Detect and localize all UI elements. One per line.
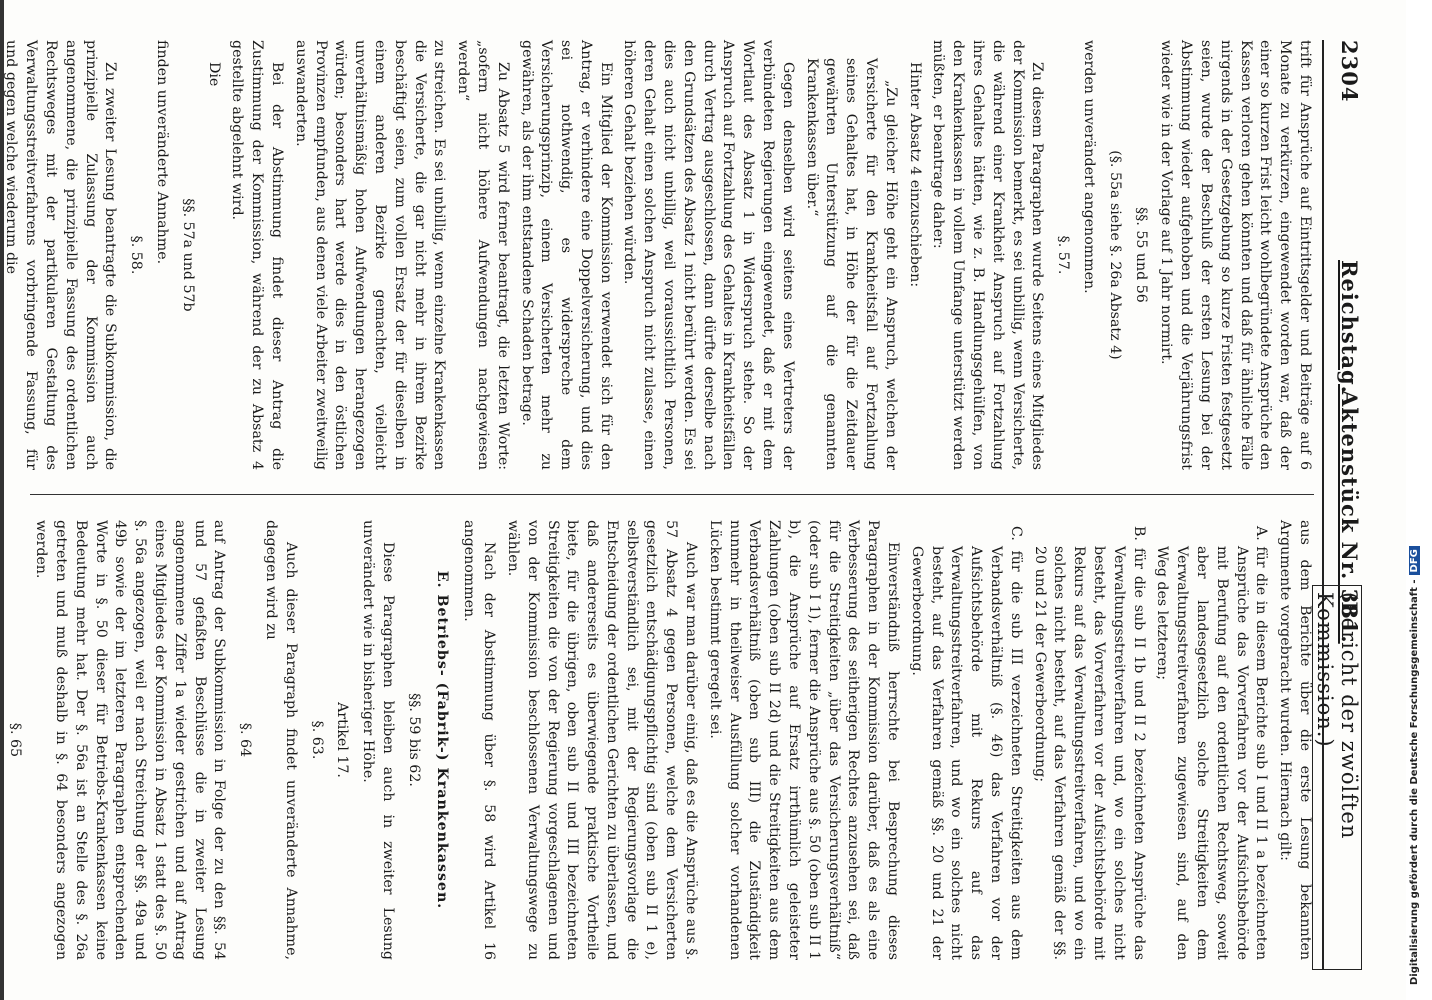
paragraph: aus dem Berichte über die erste Lesung bekannten Argumente vorgebracht wurden. Hiernach gilt:	[1277, 520, 1313, 960]
paragraph: Nach der Abstimmung über §. 58 wird Artikel 16 angenommen.	[461, 520, 498, 960]
paragraph: trift für Ansprüche auf Eintrittsgelder und Beiträge auf 6 Monate zu verkürzen, eingewendet worden war, daß der einer so kurzen Frist leicht wohlbegründete Ansprüche den Kassen verloren gehen könnten und daß für ähnliche Fälle nirgends in der Gesetzgebung so kurze Fristen festgesetzt seien, wurde der Beschluß der ersten Lesung bei der Abstimmung wieder aufgehoben und die Verjährungsfrist wieder wie in der Vorlage auf 1 Jahr normirt.	[1158, 40, 1313, 470]
section-heading: §§. 55 und 56	[1132, 207, 1149, 303]
paragraph: Hinter Absatz 4 einzuschieben:	[906, 62, 923, 288]
section-heading: §. 63.	[308, 720, 325, 760]
paragraph: Einverständniß herrschte bei Besprechung dieses Paragraphen in der Kommission darüber, daß es als eine Verbesserung des seitherigen Rechtes anzusehen sei, daß für die Streitigkeiten „über das Versicherungsverhältniß“ (oder sub I 1), ferner die Ansprüche aus §. 50 (oben sub II 1 b), die Ansprüche auf Ersatz irrthümlich geleisteter Zahlungen (oben sub II 2d) und die Streitigkeiten aus dem Verbandsverhältniß (oben sub III) die Zuständigkeit nunmehr in theilweiser Ausfüllung solcher vorhandenen Lücken bestimmt geregelt sei.	[706, 520, 902, 960]
paragraph: Zu Absatz 5 wird ferner beantragt, die letzten Worte: „sofern nicht höhere Aufwendungen nachgewiesen werden“	[455, 40, 511, 470]
section-heading: §. 65	[7, 722, 24, 758]
section-heading: §. 57.	[1055, 235, 1072, 275]
quoted-amendment: „Zu gleicher Höhe geht ein Anspruch, welchen der Versicherte für den Krankheitsfall auf Fortzahlung seines Gehaltes hat, in Höhe der für die Zeitdauer gewährten Unterstützung auf die genannten Krankenkassen über.“	[803, 58, 899, 470]
section-heading: §§. 59 bis 62.	[405, 693, 422, 787]
page-number: 2304	[1337, 40, 1362, 103]
page-header	[1313, 40, 1362, 970]
file-title: Aktenstück Nr. 381.	[1337, 390, 1362, 644]
credit-text: Digitalisierung gefördert durch die Deutsche Forschungsgemeinschaft -	[1409, 579, 1420, 985]
paragraph: Die	[205, 62, 222, 87]
paragraph: Auch war man darüber einig, daß es die Ansprüche aus §. 57 Absatz 4 gegen Personen, welche dem Versicherten gesetzlich entschädigungspflichtig sind (oben sub II 1 e), selbstverständlich sei, mit der Regierungsvorlage die Entscheidung der ordentlichen Gerichten zu überlassen, und daß andererseits es überwiegende praktische Vortheile biete, für die übrigen, oben sub II und III bezeichneten Streitigkeiten die von der Regierung vorgeschlagenen und von der Kommission beschlossenen Verwaltungswege zu wählen.	[504, 520, 700, 960]
report-title: (Bericht der zwölften Kommission.)	[1312, 585, 1362, 970]
paragraph: zu streichen. Es sei unbillig, wenn einzelne Krankenkassen die Versicherte, die gar nicht mehr in ihrem Bezirke beschäftigt seien, zum vollen Ersatz der für dieselben in einem anderen Bezirke gemachten, vielleicht unverhältnismäßig hohen Aufwendungen herangezogen würden; besonders hart werde dies in den östlichen Provinzen empfunden, aus denen viele Arbeiter zweitweilig auswanderten.	[292, 40, 448, 470]
paragraph: werden unverändert angenommen.	[1081, 40, 1098, 294]
paragraph: Auch dieser Paragraph findet unveränderte Annahme, dagegen wird zu	[262, 520, 299, 960]
paragraph: Ein Mitglied der Kommission verwendet sich für den Antrag, er verhindere eine Doppelversicherung, und dies sei nothwendig, es widerspreche dem Versicherungsprinzip, einem Versicherten mehr zu gewähren, als der ihm entstandene Schaden betrage.	[518, 40, 614, 470]
paragraph: Gegen denselben wird seitens eines Vertreters der verbündeten Regierungen eingewendet, daß er mit dem Wortlaut des Absatz 1 in Widerspruch stehe. So der Anspruch auf Fortzahlung des Gehaltes in Krankheitsfällen durch Vertrag ausgeschlossen, dann dürfte derselbe nach den Grundsätzen des Absatz 1 nicht berührt werden. Es sei dies auch nicht unbillig, weil voraussichtlich Personen, deren Gehalt einen solchen Anspruch nicht zulasse, einen höheren Gehalt beziehen würden.	[621, 40, 796, 470]
paragraph: Zu diesem Paragraphen wurde Seitens eines Mitgliedes der Kommission bemerkt, es sei unbillig, wenn Versicherte, die während einer Krankheit Anspruch auf Fortzahlung ihres Gehaltes hätten, wie z. B. Handlungsgehülfen, von den Krankenkassen in vollem Umfange unterstützt werden müßten, er beantrage daher:	[930, 40, 1046, 470]
list-item: B. für die sub II 1b und II 2 bezeichneten Ansprüche das Verwaltungsstreitverfahren und, wo ein solches nicht besteht, das Vorverfahren vor der Aufsichtsbehörde mit Rekurs auf das Verwaltungsstreitverfahren, und wo ein solches nicht besteht, auf das Verfahren gemäß der §§. 20 und 21 der Gewerbeordnung;	[1031, 526, 1147, 960]
column-divider	[30, 494, 1314, 495]
digitization-credit	[1409, 546, 1420, 985]
section-heading: §§. 57a und 57b	[179, 198, 196, 312]
chapter-heading: E. Betriebs- (Fabrik-) Krankenkassen.	[433, 570, 450, 910]
section-heading: §. 64	[237, 722, 254, 758]
paragraph: Bei der Abstimmung findet dieser Antrag die Zustimmung der Kommission, während der zu Absatz 4 gestellte abgelehnt wird.	[229, 40, 285, 470]
dfg-logo: DFG	[1409, 546, 1420, 575]
chamber-title: Reichstag.	[1337, 260, 1362, 394]
list-item: C. für die sub III verzeichneten Streitigkeiten aus dem Verbandsverhältniß (§. 46) das Verfahren vor der Aufsichtsbehörde mit Rekurs auf das Verwaltungsstreitverfahren, und wo ein solches nicht besteht, auf das Verfahren gemäß §§. 20 und 21 der Gewerbeordnung.	[908, 526, 1024, 960]
section-subheading: (§. 55a siehe §. 26a Absatz 4)	[1106, 150, 1123, 360]
list-item: A. für die in diesem Berichte sub I und II 1 a bezeichneten Ansprüche das Vorverfahren vor der Aufsichtsbehörde mit Berufung auf den ordentlichen Rechtsweg, soweit aber landesgesetzlich solche Streitigkeiten dem Verwaltungsstreitverfahren zugewiesen sind, auf den Weg des letzteren;	[1154, 526, 1270, 960]
right-column	[7, 520, 1314, 960]
paragraph: Zu zweiter Lesung beantragte die Subkommission, die prinzipielle Zulassung der Kommission auch angenommene, die prinzipielle Fassung des ordentlichen Rechtsweges mit der partikularen Gestaltung des Verwaltungsstreitverfahrens vorbringende Fassung, für und gegen welche wiederum die	[3, 40, 119, 470]
paragraph: finden unveränderte Annahme.	[153, 40, 170, 265]
header-rule	[1322, 40, 1324, 970]
paragraph: auf Antrag der Subkommission in Folge der zu den §§. 54 und 57 gefaßten Beschlüsse die in zweiter Lesung angenommene Ziffer 1a wieder gestrichen und auf Antrag eines Mitgliedes der Kommission in Absatz 1 statt des §. 50 §. 56a angezogen, weil er nach Streichung der §§. 49a und 49b sowie der im letzteren Paragraphen entsprechenden Worte in §. 50 dieser für Betriebs-Krankenkassen keine Bedeutung mehr hat. Der §. 56a ist an Stelle des §. 26a getreten und muß deshalb in §. 64 besonders angezogen werden.	[33, 520, 228, 960]
paragraph: Diese Paragraphen bleiben auch in zweiter Lesung unverändert wie in bisheriger Höhe.	[360, 520, 396, 960]
left-column	[3, 40, 1314, 470]
section-heading: §. 58.	[128, 235, 145, 275]
article-heading: Artikel 17.	[334, 702, 351, 778]
